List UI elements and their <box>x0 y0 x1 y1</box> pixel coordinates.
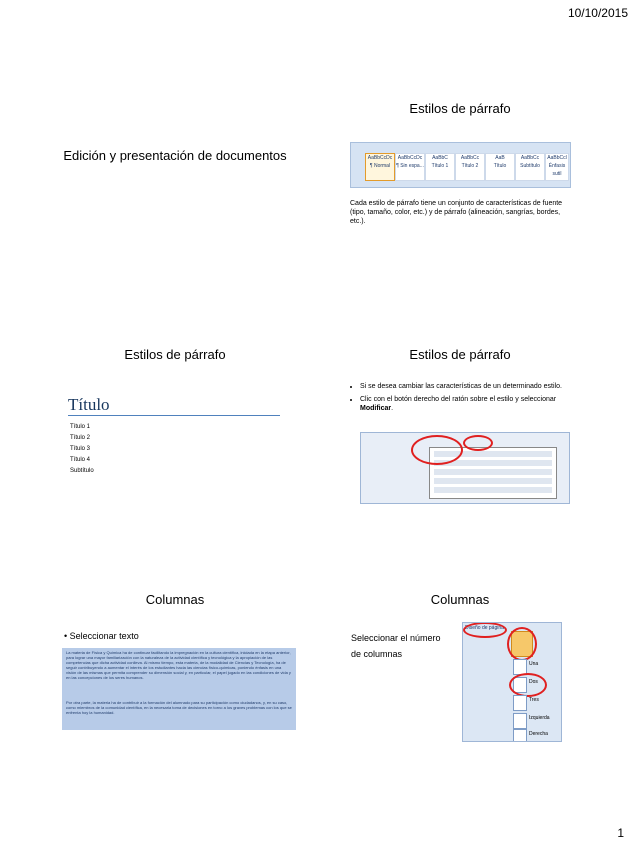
col-item-label: Izquierda <box>529 715 550 721</box>
menu-tab-label: Diseño de página <box>465 625 504 631</box>
bullet-item: • Clic con el botón derecho del ratón sobre el estilo y seleccionar Modificar. <box>360 395 585 413</box>
slide4-title: Estilos de párrafo <box>409 347 511 362</box>
highlight-ring <box>411 435 463 465</box>
bullet-item: • Si se desea cambiar las características de un determinado estilo. <box>360 382 585 391</box>
slide1-title: Edición y presentación de documentos <box>63 148 287 163</box>
col-item-label: Una <box>529 661 539 667</box>
columns-screenshot <box>462 622 562 742</box>
style-item: Título 3 <box>70 446 91 452</box>
column-three-icon[interactable] <box>513 695 527 711</box>
page-number: 1 <box>617 826 624 840</box>
col-item-label: Dos <box>529 679 538 685</box>
highlight-ring <box>463 622 507 638</box>
ribbon-style-titulo1: AaBbC Título 1 <box>425 153 455 181</box>
slide6-text: Seleccionar el número de columnas <box>351 633 441 659</box>
highlight-ring <box>509 673 547 697</box>
style-item: Título 4 <box>70 457 91 463</box>
slide2-title: Estilos de párrafo <box>409 101 511 116</box>
paragraph-2: Por otra parte, la materia ha de contribuir a la formación del alumnado para su participación como ciudadanos, y, en su caso, como miembros de la comunidad científica, en la necesaria toma de decisiones en torno a los graves problemas con los que se enfrenta hoy la humanidad. <box>66 700 292 715</box>
ribbon-style-titulo: AaB Título <box>485 153 515 181</box>
col-item-label: Derecha <box>529 731 548 737</box>
ribbon-style-subtitulo: AaBbCc Subtítulo <box>515 153 545 181</box>
ribbon-style-titulo2: AaBbCc Título 2 <box>455 153 485 181</box>
slide2-text: Cada estilo de párrafo tiene un conjunto de características de fuente (tipo, tamaño, color, etc.) y de párrafo (alineación, sangrías, bordes, etc.). <box>350 200 563 225</box>
style-item: Título 1 <box>70 424 91 430</box>
heading-sample: Título <box>68 395 110 414</box>
highlight-ring <box>463 435 493 451</box>
ribbon-style-sin-espaciado: AaBbCcDc ¶ Sin espa... <box>395 153 425 181</box>
selected-text-block <box>62 648 296 730</box>
column-right-icon[interactable] <box>513 729 527 742</box>
ribbon-style-enfasis: AaBbCcl Énfasis sutil <box>545 153 569 181</box>
slide5-title: Columnas <box>145 592 205 607</box>
slide3-title: Estilos de párrafo <box>124 347 226 362</box>
paragraph-1: La materia de Física y Química ha de continuar facilitando la impregnación en la cultura científica, iniciada en la etapa anterior, para lograr una mayor familiarización con la naturaleza de la actividad científica y tecnológica y la apropiación de las competencias que dicha actividad conlleva. Al mismo tiempo, esta materia, de la modalidad de Ciencias y Tecnología, ha de seguir contribuyendo a aumentar el interés de los estudiantes hacia las ciencias físico-químicas, poniendo énfasis en una visión de las mismas que permita comprender su dimensión social y, en particular, el papel jugado en las condiciones de vida y en las concepciones de los seres humanos. <box>66 650 291 680</box>
style-item: Título 2 <box>70 435 91 441</box>
col-item-label: Tres <box>529 697 539 703</box>
styles-ribbon <box>350 142 571 188</box>
header-date: 10/10/2015 <box>567 6 628 20</box>
slide5-bullet: • Seleccionar texto <box>64 631 139 641</box>
style-item: Subtítulo <box>70 468 94 474</box>
slide6-title: Columnas <box>430 592 490 607</box>
slide4-bullets <box>350 382 585 417</box>
modify-screenshot <box>360 432 570 504</box>
highlight-ring <box>507 627 537 661</box>
styles-list <box>70 422 94 477</box>
ribbon-style-normal: AaBbCcDc ¶ Normal <box>365 153 395 181</box>
column-left-icon[interactable] <box>513 713 527 729</box>
heading-rule <box>68 415 280 416</box>
